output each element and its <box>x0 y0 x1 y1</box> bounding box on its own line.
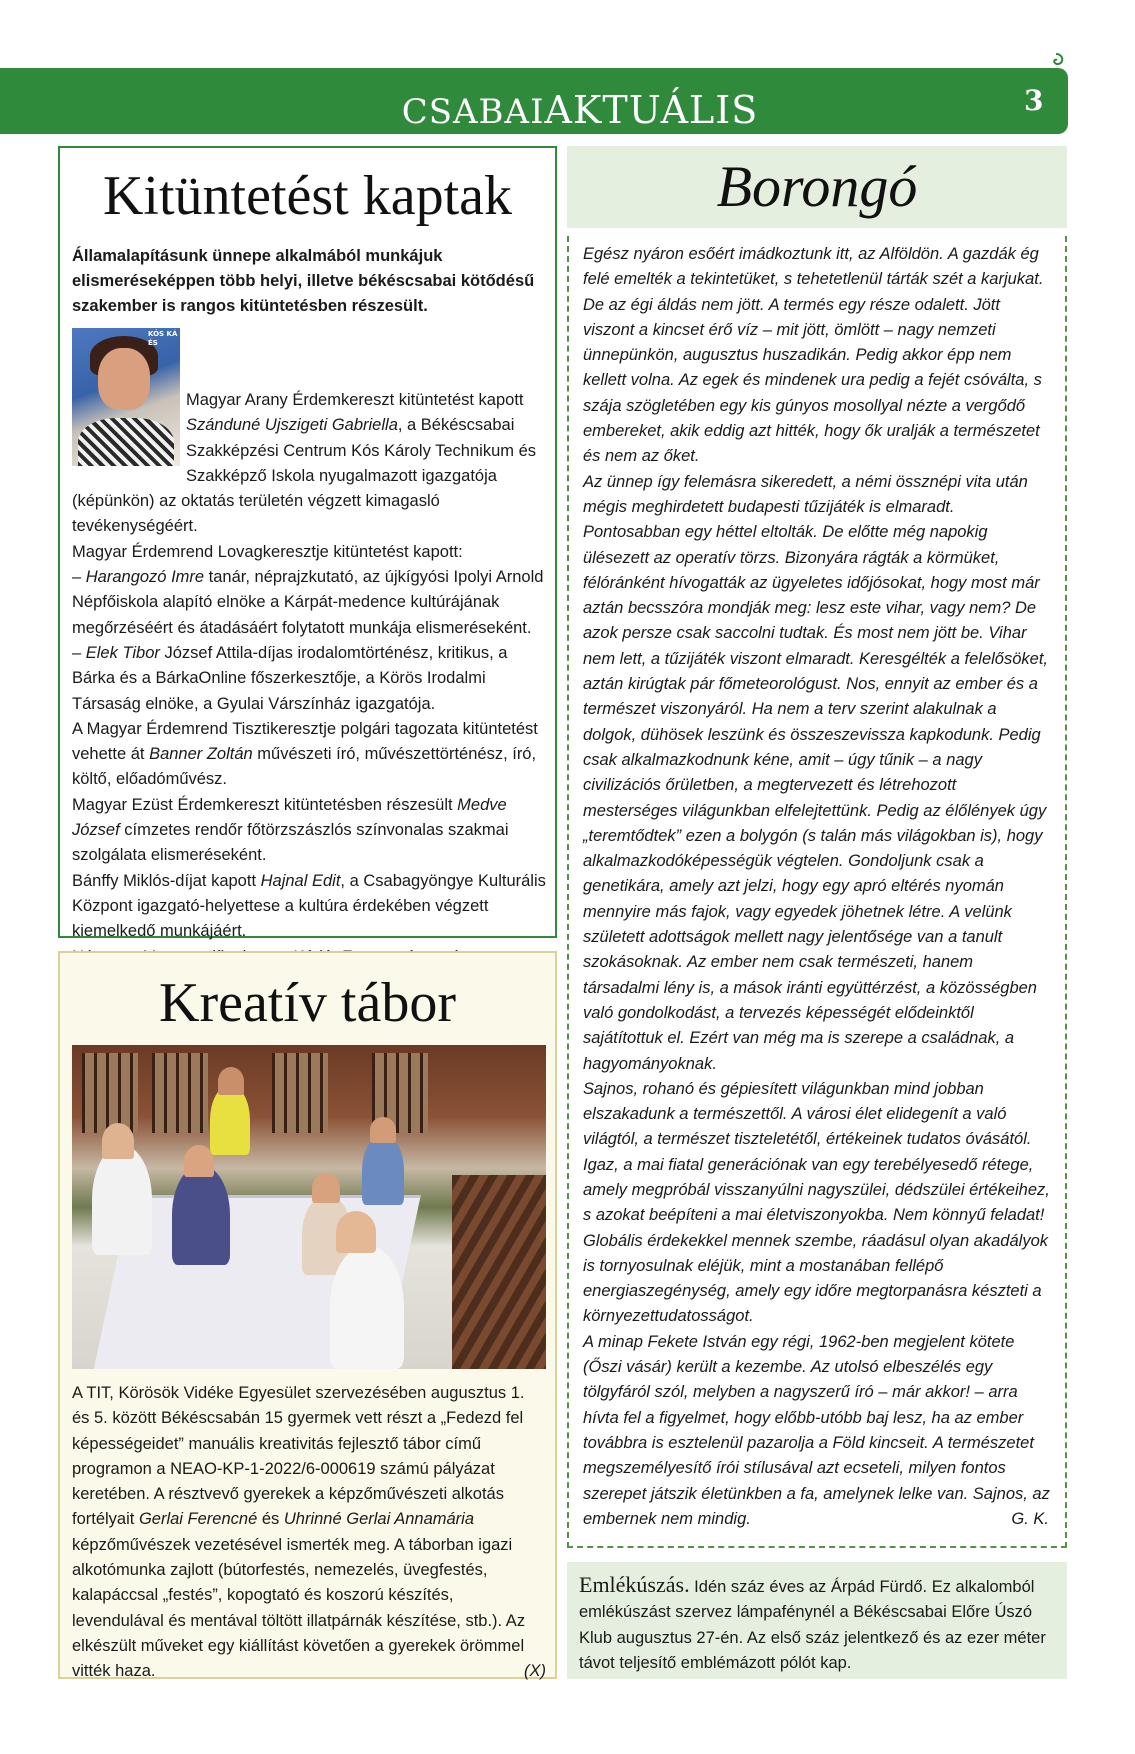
child-figure <box>210 1085 250 1155</box>
portrait-sign-text: KÓS KÁ ÉS <box>148 330 178 347</box>
child-head <box>370 1117 396 1143</box>
camp-paragraph <box>72 1381 546 1685</box>
borongo-signoff: G. K. <box>1011 1509 1049 1528</box>
child-head <box>218 1067 244 1095</box>
awards-p7-text: Bánffy Miklós-díjat kapott <box>72 871 261 890</box>
awards-lead: Államalapításunk ünnepe alkalmából munkájuk elismeréseképpen több helyi, illetve békéscsabai kötődésű szakember is rangos kitüntetésben részesült. <box>72 247 535 315</box>
borongo-paragraph: Egész nyáron esőért imádkoztunk itt, az Alföldön. A gazdák ég felé emelték a tekintetüket, s tehetetlenül tárták szét a karjukat. De az égi áldás nem jött. A termés egy része odalett. Jött viszont a kincset érő víz – mit jött, ömlött – nagy nemzeti ünnepünkön, augusztus huszadikán. Pedig akkor épp nem kellett volna. Az egek és mindenek ura pedig a fejét csóválta, s szája szögletében egy kis gúnyos mosollyal nézte a vergődő embereket, akik eddig azt hitték, hogy ők uralják a természetet és nem az őket. <box>583 245 1044 466</box>
camp-and: és <box>257 1510 284 1529</box>
camp-body <box>72 1381 546 1685</box>
memorial-title: Emlékúszás. <box>579 1572 690 1597</box>
awards-p6-text: Magyar Ezüst Érdemkereszt kitüntetésben részesült <box>72 795 458 814</box>
camp-photo <box>72 1045 546 1369</box>
borongo-paragraph <box>583 1330 1053 1532</box>
portrait-face <box>98 348 150 410</box>
awards-p3-rest: tanár, néprajzkutató, az újkígyósi Ipolyi Arnold Népfőiskola alapító elnöke a Kárpát-medence kultúrájának megőrzéséért és átadásáért folytatott munkája elismeréseként. <box>72 568 544 637</box>
awardee-name: Hajnal Edit <box>260 871 341 890</box>
awards-headline: Kitüntetést kaptak <box>102 165 512 227</box>
child-head <box>312 1173 340 1203</box>
masthead-small: CSABAI <box>401 92 545 132</box>
awards-paragraph <box>72 869 546 945</box>
teacher-name: Uhrinné Gerlai Annamária <box>283 1510 475 1529</box>
borongo-article <box>567 236 1067 1548</box>
camp-text-b: képzőművészek vezetésével ismerték meg. A táborban igazi alkotómunka zajlott (bútorfestés, nemezelés, üvegfestés, kalapáccsal „festés”, kopogtató és koszorú készítés, levendulával és mentával töltött illatpárnák készítése, stb.). Az elkészült műveket egy kiállítást követően a gyerekek örömmel vitték haza. <box>72 1535 526 1681</box>
awards-p1-rest: , a Békéscsabai Szakképzési Centrum Kós Károly Technikum és Szakképző Iskola nyugalmazott igazgatója (képünkön) az oktatás területén végzett kimagasló tevékenységéért. <box>72 416 537 536</box>
awardee-name: Elek Tibor <box>85 643 160 662</box>
page-number: 3 <box>1024 84 1044 117</box>
awards-p6-rest: címzetes rendőr főtörzszászlós színvonalas szakmai szolgálata elismeréseként. <box>72 821 509 865</box>
bench <box>452 1175 546 1369</box>
awards-article <box>58 146 557 941</box>
camp-headline: Kreatív tábor <box>159 972 456 1034</box>
awards-paragraph <box>72 641 546 717</box>
awards-p5-text: A Magyar Érdemrend Tisztikeresztje polgári tagozata kitüntetést vehette át <box>72 719 538 764</box>
camp-text-a: A TIT, Körösök Vidéke Egyesület szervezésében augusztus 1. és 5. között Békéscsabán 15 gyermek vett részt a „Fedezd fel képességeidet” manuális kreativitás fejlesztő tábor című programon a NEAO-KP-1-2022/6-000619 számú pályázat keretében. A résztvevő gyerekek a képzőművészeti alkotás fortélyait <box>72 1384 525 1529</box>
child-head <box>102 1123 134 1159</box>
awardee-name: Banner Zoltán <box>149 745 253 764</box>
child-figure <box>362 1135 404 1205</box>
window-grille <box>152 1053 208 1133</box>
portrait-photo <box>72 328 180 466</box>
awardee-name: Medve József <box>72 795 507 840</box>
child-figure <box>172 1165 230 1265</box>
awards-p1-text: Magyar Arany Érdemkereszt kitüntetést kapott <box>186 391 524 409</box>
dash: – <box>72 643 86 662</box>
awards-paragraph <box>72 565 546 641</box>
memorial-text: Idén száz éves az Árpád Fürdő. Ez alkalomból emlékúszást szervez lámpafénynél a Békéscsabai Előre Úszó Klub augusztus 27-én. Az első száz jelentkező és az ezer méter távot teljesítő emblémázott pólót kap. <box>579 1578 1046 1672</box>
masthead <box>360 82 800 138</box>
window-grille <box>272 1053 328 1133</box>
awardee-name: Szánduné Ujszigeti Gabriella <box>186 416 398 435</box>
awards-paragraph <box>72 793 546 869</box>
child-figure <box>330 1245 404 1369</box>
borongo-headline: Borongó <box>567 146 1067 228</box>
awards-p5-rest: művészeti író, művészettörténész, író, költő, előadóművész. <box>72 745 537 789</box>
borongo-p4-text: A minap Fekete István egy régi, 1962-ben megjelent kötete (Őszi vásár) került a kezembe. Az utolsó elbeszélés egy tölgyfáról szól, melyben a nagyszerű író – már akkor! – arra hívta fel a figyelmet, hogy előbb-utóbb baj lesz, ha az ember továbbra is esztelenül pazarolja a Föld kincseit. A természetet megszemélyesítő írói stílusával azt ecseteli, milyen fontos szerepet játszik életünkben a fa, amelynek lelke van. Sajnos, az embernek nem mindig. <box>583 1332 1050 1528</box>
borongo-body <box>583 242 1053 1532</box>
borongo-paragraph: Az ünnep így felemásra sikeredett, a némi össznépi vita után mégis meghirdetett budapesti tűzijáték is elmaradt. Pontosabban egy héttel eltolták. De előtte még napokig ülésezett az operatív törzs. Bizonyára rágták a körmüket, félóránként hívogatták az ügyeletes időjósokat, hogy most már aztán becsszóra mondják meg: lesz este vihar, vagy nem? De azok persze csak saccolni tudtak. És most nem jött be. Vihar nem lett, a tűzijáték viszont elmaradt. Keresgélték a felelősöket, aztán kirúgtak pár főmeteorológust. Nos, ennyit az ember és a természet viszonyáról. Ha nem a terv szerint alakulnak a dolgok, dühösek leszünk és összeszevissza kapkodunk. Pedig csak alkalmazkodnunk kéne, amit – úgy tűnik – a nagy civilizációs őrületben, a megtervezett és létrehozott mesterséges világunkban elfelejtettünk. Pedig az élőlények úgy „teremtődtek” ezen a bolygón (s talán más világokban is), hogy alkalmazkodóképességük végtelen. Gondoljunk csak a genetikára, amely azt jelzi, hogy egy apró eltérés nyomán mennyire más fajok, vagy egyedek jöhetnek létre. A velünk született adottságok mellett nagy jelentősége van a tanult szokásoknak. Az ember nem csak természeti, hanem társadalmi lény is, a mások iránti együttérzést, a közösségben való gondolkodást, a tervezés képességét elődeinktől sajátítottuk el. Ezért van még ma is szerepe a családnak, a hagyományoknak. <box>583 472 1048 1073</box>
window-grille <box>82 1053 138 1133</box>
camp-signature: (X) <box>524 1662 546 1681</box>
awards-p4-rest: József Attila-díjas irodalomtörténész, kritikus, a Bárka és a BárkaOnline főszerkesztője, a Körös Irodalmi Társaság elnöke, a Gyulai Várszínház igazgatója. <box>72 643 508 713</box>
teacher-name: Gerlai Ferencné <box>138 1510 258 1529</box>
borongo-paragraph: Sajnos, rohanó és gépiesített világunkban mind jobban elszakadunk a természettől. A városi élet elidegenít a való világtól, a természet tiszteletétől, értékeinek tudatos óvásától. Igaz, a mai fiatal generációnak van egy terebélyesedő rétege, amely megpróbál visszanyúlni nagyszülei, dédszülei értékeihez, s azokat beépíteni a mai életviszonyokba. Nem könnyű feladat! Globális érdekekkel mennek szembe, ráadásul olyan akadályok is tornyosulnak eléjük, mint a mostanában fellépő energiaszegénység, amely egy időre megtorpanásra készteti a környezettudatosságot. <box>583 1079 1050 1326</box>
child-figure <box>92 1145 152 1255</box>
awardee-name: Harangozó Imre <box>85 568 205 587</box>
awards-p7-rest: , a Csabagyöngye Kulturális Központ igazgató-helyettese a kultúra érdekében végzett kiemelkedő munkájáért. <box>72 871 546 941</box>
child-head <box>336 1211 376 1253</box>
masthead-big: AKTUÁLIS <box>544 88 759 132</box>
portrait-dress <box>78 418 174 466</box>
camp-article <box>58 951 557 1679</box>
dash: – <box>72 568 86 587</box>
awards-paragraph: Magyar Érdemrend Lovagkeresztje kitüntetést kapott: <box>72 542 463 561</box>
awards-paragraph <box>72 717 546 793</box>
memorial-notice <box>567 1562 1067 1679</box>
